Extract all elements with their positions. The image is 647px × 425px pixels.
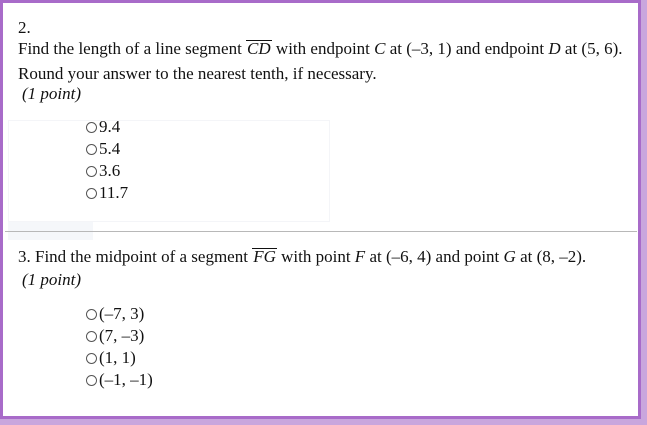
- frame-shadow-bottom: [0, 419, 647, 425]
- option-label: 5.4: [99, 139, 121, 158]
- question-3-text-part: at (–6, 4) and point: [365, 247, 504, 266]
- question-2-text-part: Find the length of a line segment: [18, 39, 247, 58]
- question-2-option-2[interactable]: [86, 138, 128, 160]
- question-3-options: [86, 303, 153, 391]
- point-f-label: F: [354, 247, 366, 266]
- frame-shadow-right: [641, 0, 647, 425]
- point-c-label: C: [374, 39, 386, 58]
- question-3-option-3[interactable]: [86, 347, 153, 369]
- radio-button[interactable]: [86, 122, 97, 133]
- question-3-option-4[interactable]: [86, 369, 153, 391]
- radio-button[interactable]: [86, 331, 97, 342]
- question-3-text: [18, 246, 586, 267]
- option-label: 3.6: [99, 161, 121, 180]
- radio-button[interactable]: [86, 166, 97, 177]
- radio-button[interactable]: [86, 309, 97, 320]
- option-label: (–7, 3): [99, 304, 145, 323]
- question-2-options: [86, 116, 128, 204]
- point-g-label: G: [503, 247, 516, 266]
- option-label: (7, –3): [99, 326, 145, 345]
- question-2-option-1[interactable]: [86, 116, 128, 138]
- point-d-label: D: [548, 39, 561, 58]
- question-3-text-part: with point: [276, 247, 355, 266]
- question-3-option-2[interactable]: [86, 325, 153, 347]
- option-label: 9.4: [99, 117, 121, 136]
- radio-button[interactable]: [86, 188, 97, 199]
- option-label: 11.7: [99, 183, 129, 202]
- question-2-option-4[interactable]: [86, 182, 128, 204]
- radio-button[interactable]: [86, 353, 97, 364]
- question-2-text-part: at (5, 6).: [560, 39, 623, 58]
- question-divider: [5, 231, 637, 232]
- segment-fg-label: FG: [253, 247, 276, 266]
- radio-button[interactable]: [86, 375, 97, 386]
- question-2-text: [18, 38, 638, 59]
- question-3-option-1[interactable]: [86, 303, 153, 325]
- question-2-option-3[interactable]: [86, 160, 128, 182]
- segment-cd-label: CD: [247, 39, 271, 58]
- question-2-text-part: with endpoint: [271, 39, 375, 58]
- question-3-text-part: 3. Find the midpoint of a segment: [18, 247, 253, 266]
- question-2-rounding-instruction: Round your answer to the nearest tenth, if necessary.: [18, 64, 377, 83]
- question-3-points: (1 point): [22, 270, 82, 289]
- question-3-text-part: at (8, –2).: [515, 247, 587, 266]
- radio-button[interactable]: [86, 144, 97, 155]
- question-2-points: (1 point): [22, 84, 82, 103]
- question-2-text-part: at (–3, 1) and endpoint: [385, 39, 549, 58]
- question-2-number: 2.: [18, 18, 31, 37]
- option-label: (1, 1): [99, 348, 136, 367]
- option-label: (–1, –1): [99, 370, 153, 389]
